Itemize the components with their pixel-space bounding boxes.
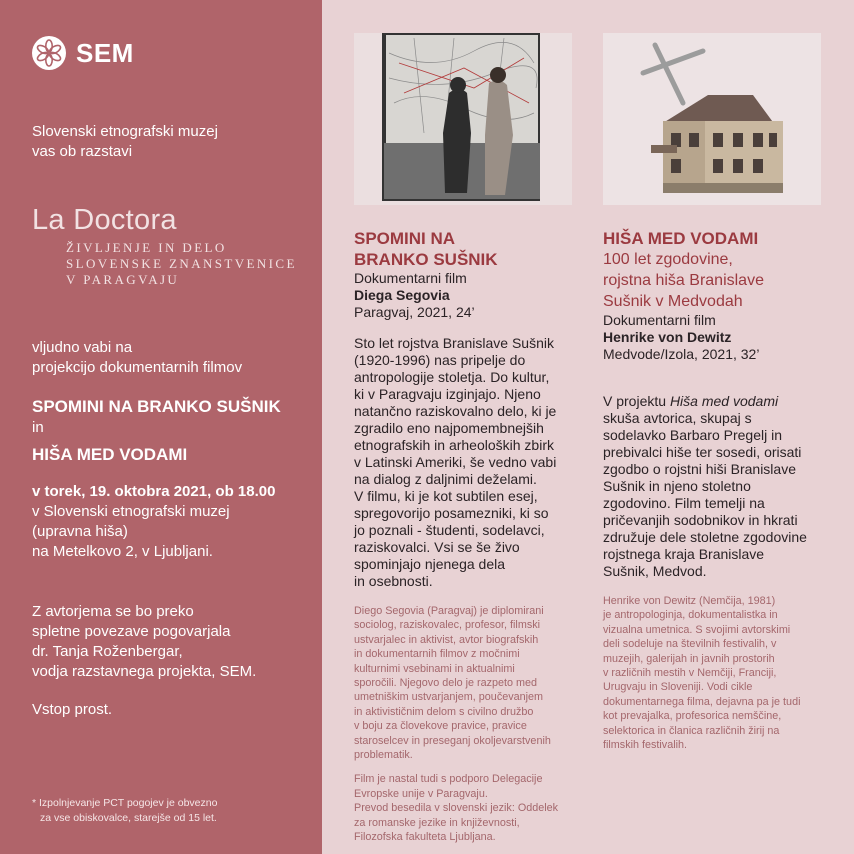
meta-type: Dokumentarni film <box>354 270 467 286</box>
invite-line: vljudno vabi na <box>32 339 133 356</box>
film1-still-image <box>354 33 572 205</box>
desc-line: in osebnosti. <box>354 573 433 589</box>
bio-line: selektorica in članica različnih žirij na <box>603 724 780 737</box>
desc-line: etnografskih in arheoloških zbirk <box>354 437 554 453</box>
event-date: v torek, 19. oktobra 2021, ob 18.00 <box>32 483 276 500</box>
desc-line: pričevanjih sodobnikov in hkrati <box>603 512 798 528</box>
bio-line: problematik. <box>354 749 413 762</box>
intro-text <box>32 122 218 162</box>
meta-author: Diega Segovia <box>354 287 450 303</box>
desc-line: prebivalci hiše ter sosedi, orisati <box>603 444 802 460</box>
subheading-line: Sušnik v Medvodah <box>603 293 743 310</box>
bio-line: sporočili. Njegovo delo je razpeto med <box>354 677 538 690</box>
bio-line: filmskih festivalih. <box>603 739 687 752</box>
meta-author: Henrike von Dewitz <box>603 329 732 345</box>
support-line: Film je nastal tudi s podporo Delegacije <box>354 773 543 786</box>
logo <box>32 36 134 70</box>
left-panel <box>0 0 322 854</box>
desc-line: sodelavko Barbaro Pregelj in <box>603 427 782 443</box>
talk-line: spletne povezave pogovarjala <box>32 623 231 640</box>
bio-line: staroselcev in preseganj okoljevarstvenih <box>354 734 551 747</box>
bio-line: kot prevajalka, profesorica nemščine, <box>603 710 782 723</box>
film2-subheading <box>603 249 825 312</box>
film1-author-bio <box>354 604 576 762</box>
film1-title: SPOMINI NA BRANKO SUŠNIK <box>32 397 281 416</box>
desc-line: zgradilo eno najpomembnejših <box>354 420 544 436</box>
note-line: * Izpolnjevanje PCT pogojev je obvezno <box>32 797 218 809</box>
film1-meta <box>354 270 576 321</box>
bio-line: umetniškim ustvarjanjem, poučevanjem <box>354 691 544 704</box>
bio-line: in dokumentarnih filmov z močnimi <box>354 648 520 661</box>
meta-place-year: Paragvaj, 2021, 24’ <box>354 304 475 320</box>
bio-line: v boju za človekove pravice, pravice <box>354 720 527 733</box>
film2-column <box>603 228 825 752</box>
bio-line: dokumentarnega filma, dejavna pa je tudi <box>603 695 801 708</box>
desc-line: jo poznali - študenti, sodelavci, <box>354 522 545 538</box>
desc-line: Sušnik in njeno stoletno <box>603 478 751 494</box>
and-word: in <box>32 419 44 436</box>
venue-line: na Metelkovo 2, v Ljubljani. <box>32 543 213 560</box>
desc-lead: V projektu <box>603 393 670 409</box>
desc-line: zgodovino. Film temelji na <box>603 495 765 511</box>
intro-line: Slovenski etnografski muzej <box>32 123 218 140</box>
subtitle-line: SLOVENSKE ZNANSTVENICE <box>66 256 297 271</box>
intro-line: vas ob razstavi <box>32 143 133 160</box>
note-line: za vse obiskovalce, starejše od 15 let. <box>40 812 217 824</box>
bio-line: sociolog, raziskovalec, profesor, filmski <box>354 619 541 632</box>
bio-line: kulturnimi vsebinami in aktualnimi <box>354 662 515 675</box>
desc-film-name: Hiša med vodami <box>669 393 779 409</box>
support-line: Prevod besedila v slovenski jezik: Oddelek <box>354 802 559 815</box>
talk-line: Z avtorjema se bo preko <box>32 603 194 620</box>
support-line: Evropske unije v Paragvaju. <box>354 787 488 800</box>
subtitle-line: ŽIVLJENJE IN DELO <box>66 240 227 255</box>
support-line: za romanske jezike in književnosti, <box>354 816 520 829</box>
subtitle-line: V PARAGVAJU <box>66 272 180 287</box>
film1-support-note <box>354 772 576 844</box>
bio-line: Diego Segovia (Paragvaj) je diplomirani <box>354 605 544 617</box>
exhibition-title: La Doctora <box>32 204 177 236</box>
desc-line: Sto let rojstva Branislave Sušnik <box>354 335 554 351</box>
film-list <box>32 396 281 465</box>
bio-line: muzejih, galerijah in javnih prostorih <box>603 652 775 665</box>
meta-type: Dokumentarni film <box>603 312 716 328</box>
film1-column <box>354 228 576 845</box>
desc-line: V filmu, ki je kot subtilen esej, <box>354 488 538 504</box>
film2-house-image <box>603 33 821 205</box>
desc-line: na dialog z daljnimi deželami. <box>354 471 537 487</box>
desc-line: Sušnik, Medvod. <box>603 563 707 579</box>
logo-text: SEM <box>76 37 134 68</box>
bio-line: je antropologinja, dokumentalistka in <box>603 609 778 622</box>
desc-line: spominjajo njenega dela <box>354 556 505 572</box>
event-details <box>32 482 275 562</box>
invite-line: projekcijo dokumentarnih filmov <box>32 359 243 376</box>
desc-line: ki v Paragvaju izginjajo. Njeno <box>354 386 541 402</box>
desc-line: v Latinski Ameriki, še vedno vabi <box>354 454 557 470</box>
talk-line: dr. Tanja Roženbergar, <box>32 643 183 660</box>
footnote <box>32 796 217 826</box>
bio-line: ustvarjalec in aktivist, avtor biografskih <box>354 633 539 646</box>
desc-line: spregovorijo posamezniki, ki so <box>354 505 549 521</box>
desc-line: raziskovalci. Vsi se še živo <box>354 539 520 555</box>
bio-line: vizualna umetnica. S svojimi avtorskimi <box>603 623 791 636</box>
bio-line: Urugvaju in Sloveniji. Vodi cikle <box>603 681 753 694</box>
flower-logo-icon <box>32 36 66 70</box>
exhibition-subtitle <box>66 240 297 288</box>
desc-line: antropologije stoletja. Do kultur, <box>354 369 550 385</box>
film2-title: HIŠA MED VODAMI <box>32 445 188 464</box>
meta-place-year: Medvode/Izola, 2021, 32’ <box>603 346 760 362</box>
support-line: Filozofska fakulteta Ljubljana. <box>354 831 496 844</box>
subheading-line: rojstna hiša Branislave <box>603 272 764 289</box>
bio-line: v različnih mestih v Nemčiji, Franciji, <box>603 667 777 680</box>
entry-text: Vstop prost. <box>32 701 113 718</box>
film2-heading: HIŠA MED VODAMI <box>603 229 759 248</box>
desc-line: (1920-1996) nas pripelje do <box>354 352 526 368</box>
film2-meta <box>603 312 825 363</box>
desc-line: skuša avtorica, skupaj s <box>603 410 752 426</box>
venue-line: v Slovenski etnografski muzej <box>32 503 230 520</box>
film1-heading <box>354 228 576 270</box>
film1-description <box>354 335 576 590</box>
bio-line: deli sodeluje na številnih festivalih, v <box>603 638 777 651</box>
heading-line: BRANKO SUŠNIK <box>354 250 498 269</box>
bio-line: Henrike von Dewitz (Nemčija, 1981) <box>603 595 776 607</box>
desc-line: zgodbo o rojstni hiši Branislave <box>603 461 796 477</box>
venue-line: (upravna hiša) <box>32 523 128 540</box>
bio-line: in aktivističnim delom s civilno družbo <box>354 705 534 718</box>
subheading-line: 100 let zgodovine, <box>603 251 733 268</box>
desc-line: združuje dele stoletne zgodovine <box>603 529 807 545</box>
invite-text <box>32 338 242 378</box>
talk-text <box>32 602 256 682</box>
film2-author-bio <box>603 594 825 752</box>
film2-description <box>603 393 825 580</box>
desc-line: rojstnega kraja Branislave <box>603 546 765 562</box>
desc-line: natančno raziskovalno delo, ki je <box>354 403 557 419</box>
talk-line: vodja razstavnega projekta, SEM. <box>32 663 257 680</box>
heading-line: SPOMINI NA <box>354 229 456 248</box>
